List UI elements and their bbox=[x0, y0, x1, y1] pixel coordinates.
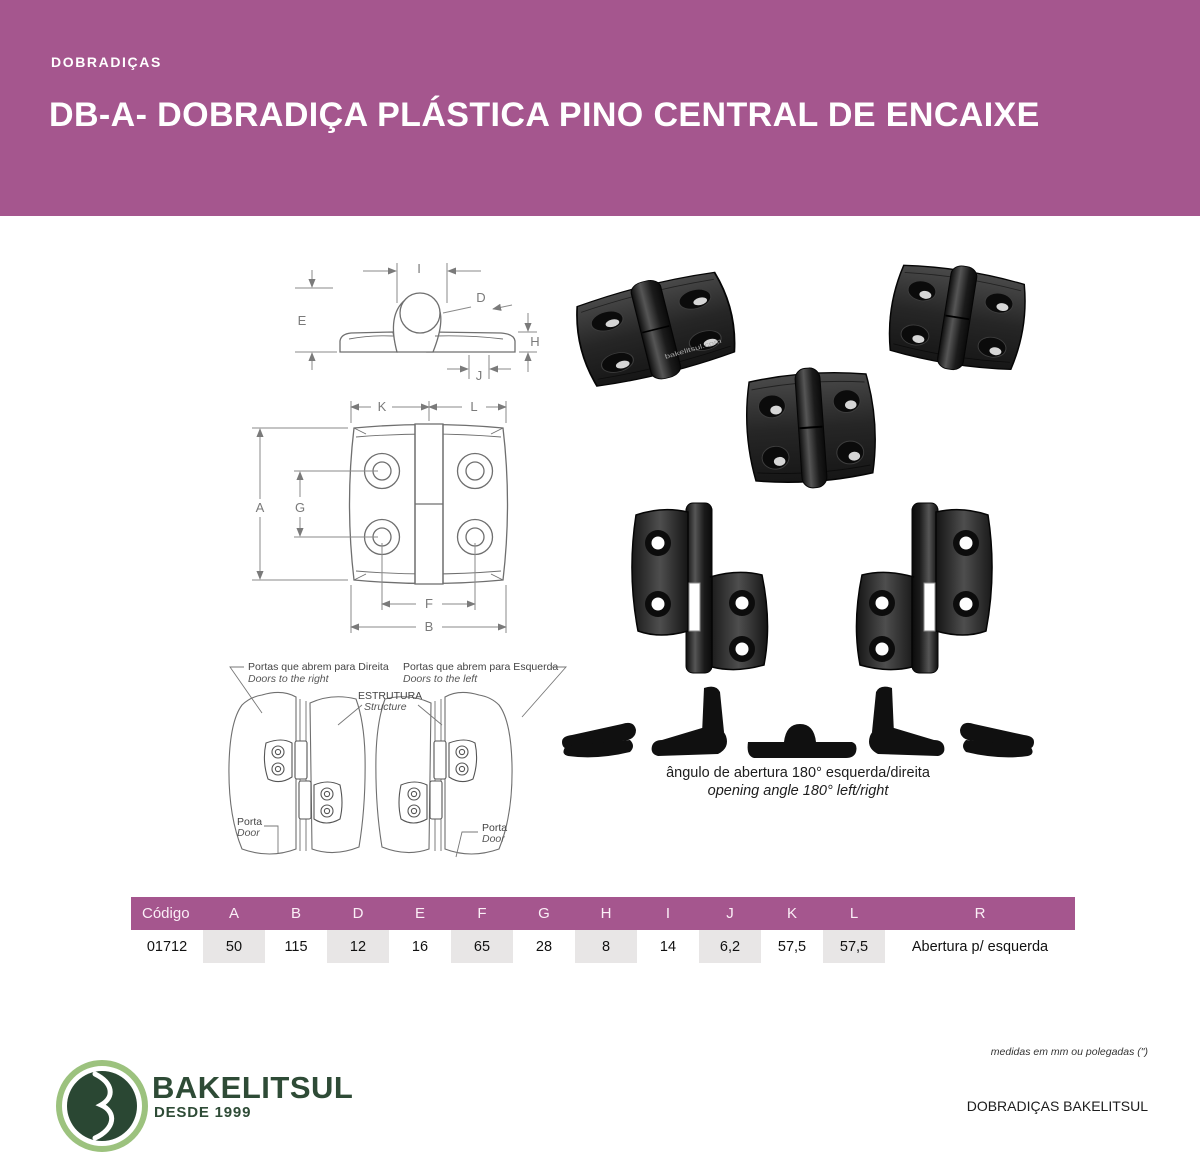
side-view-drawing bbox=[275, 255, 540, 387]
col-header-d: D bbox=[327, 897, 389, 930]
dim-label-i: I bbox=[417, 261, 421, 276]
cell-d: 12 bbox=[327, 930, 389, 963]
photo-hinge-angled-right bbox=[876, 258, 1040, 378]
table-row bbox=[131, 930, 1075, 963]
cell-a: 50 bbox=[203, 930, 265, 963]
dim-label-j: J bbox=[475, 368, 483, 383]
dim-label-a: A bbox=[255, 500, 265, 515]
bakelitsul-logo bbox=[55, 1059, 149, 1153]
header-banner bbox=[0, 0, 1200, 216]
cell-b: 115 bbox=[265, 930, 327, 963]
silhouette-open-90-left bbox=[652, 687, 727, 756]
door-left-subtitle: Door bbox=[237, 827, 260, 839]
col-header-l: L bbox=[823, 897, 885, 930]
cell-j: 6,2 bbox=[699, 930, 761, 963]
catalog-label: DOBRADIÇAS BAKELITSUL bbox=[966, 1098, 1148, 1114]
brand-since: DESDE 1999 bbox=[154, 1104, 252, 1121]
opening-angle-silhouettes bbox=[552, 680, 1044, 768]
col-header-f: F bbox=[451, 897, 513, 930]
silhouette-closed-right bbox=[960, 723, 1034, 757]
cell-codigo: 01712 bbox=[131, 930, 203, 963]
col-header-codigo: Código bbox=[131, 897, 203, 930]
col-header-r: R bbox=[885, 897, 1075, 930]
structure-subtitle: Structure bbox=[364, 701, 407, 713]
door-right-subtitle: Door bbox=[482, 833, 505, 845]
table-header-row bbox=[131, 897, 1075, 930]
cell-i: 14 bbox=[637, 930, 699, 963]
dim-label-k: K bbox=[377, 399, 387, 414]
cell-l: 57,5 bbox=[823, 930, 885, 963]
dim-label-d: D bbox=[476, 290, 486, 305]
cell-g: 28 bbox=[513, 930, 575, 963]
opening-angle-caption-pt: ângulo de abertura 180° esquerda/direita bbox=[666, 765, 930, 781]
cell-h: 8 bbox=[575, 930, 637, 963]
cell-f: 65 bbox=[451, 930, 513, 963]
product-watermark: bakelitsul.com bbox=[663, 337, 723, 361]
doors-left-title: Portas que abrem para Esquerda bbox=[403, 661, 559, 673]
dim-label-h: H bbox=[530, 334, 540, 349]
col-header-b: B bbox=[265, 897, 327, 930]
brand-name: BAKELITSUL bbox=[152, 1070, 354, 1105]
front-view-drawing bbox=[230, 393, 540, 643]
photo-hinge-vertical-left bbox=[626, 503, 764, 673]
door-right-title: Porta bbox=[482, 822, 508, 834]
cell-k: 57,5 bbox=[761, 930, 823, 963]
dim-label-g: G bbox=[294, 500, 306, 515]
door-left-title: Porta bbox=[237, 816, 263, 828]
doors-right-title: Portas que abrem para Direita bbox=[248, 661, 389, 673]
units-note: medidas em mm ou polegadas (") bbox=[990, 1046, 1148, 1058]
doors-diagram bbox=[222, 655, 572, 875]
opening-angle-caption-en: opening angle 180° left/right bbox=[707, 783, 889, 799]
photo-hinge-angled-left bbox=[556, 256, 746, 384]
col-header-i: I bbox=[637, 897, 699, 930]
dimensions-table bbox=[131, 897, 1075, 963]
dim-label-f: F bbox=[425, 596, 433, 611]
doors-left-subtitle: Doors to the left bbox=[403, 673, 478, 685]
silhouette-open-180 bbox=[748, 724, 857, 758]
cell-r: Abertura p/ esquerda bbox=[885, 930, 1075, 963]
col-header-a: A bbox=[203, 897, 265, 930]
photo-hinge-vertical-right bbox=[860, 503, 998, 673]
dim-label-e: E bbox=[297, 313, 307, 328]
dim-label-b: B bbox=[424, 619, 434, 634]
photo-hinge-front bbox=[738, 364, 884, 492]
page-title: DB-A- DOBRADIÇA PLÁSTICA PINO CENTRAL DE ENCAIXE bbox=[49, 96, 1040, 134]
silhouette-open-90-right bbox=[869, 687, 944, 756]
silhouette-closed-left bbox=[562, 723, 636, 757]
category-label: DOBRADIÇAS bbox=[51, 54, 162, 70]
col-header-k: K bbox=[761, 897, 823, 930]
col-header-h: H bbox=[575, 897, 637, 930]
col-header-e: E bbox=[389, 897, 451, 930]
doors-right-subtitle: Doors to the right bbox=[248, 673, 329, 685]
structure-title: ESTRUTURA bbox=[358, 690, 423, 702]
col-header-j: J bbox=[699, 897, 761, 930]
col-header-g: G bbox=[513, 897, 575, 930]
dim-label-l: L bbox=[470, 399, 478, 414]
cell-e: 16 bbox=[389, 930, 451, 963]
